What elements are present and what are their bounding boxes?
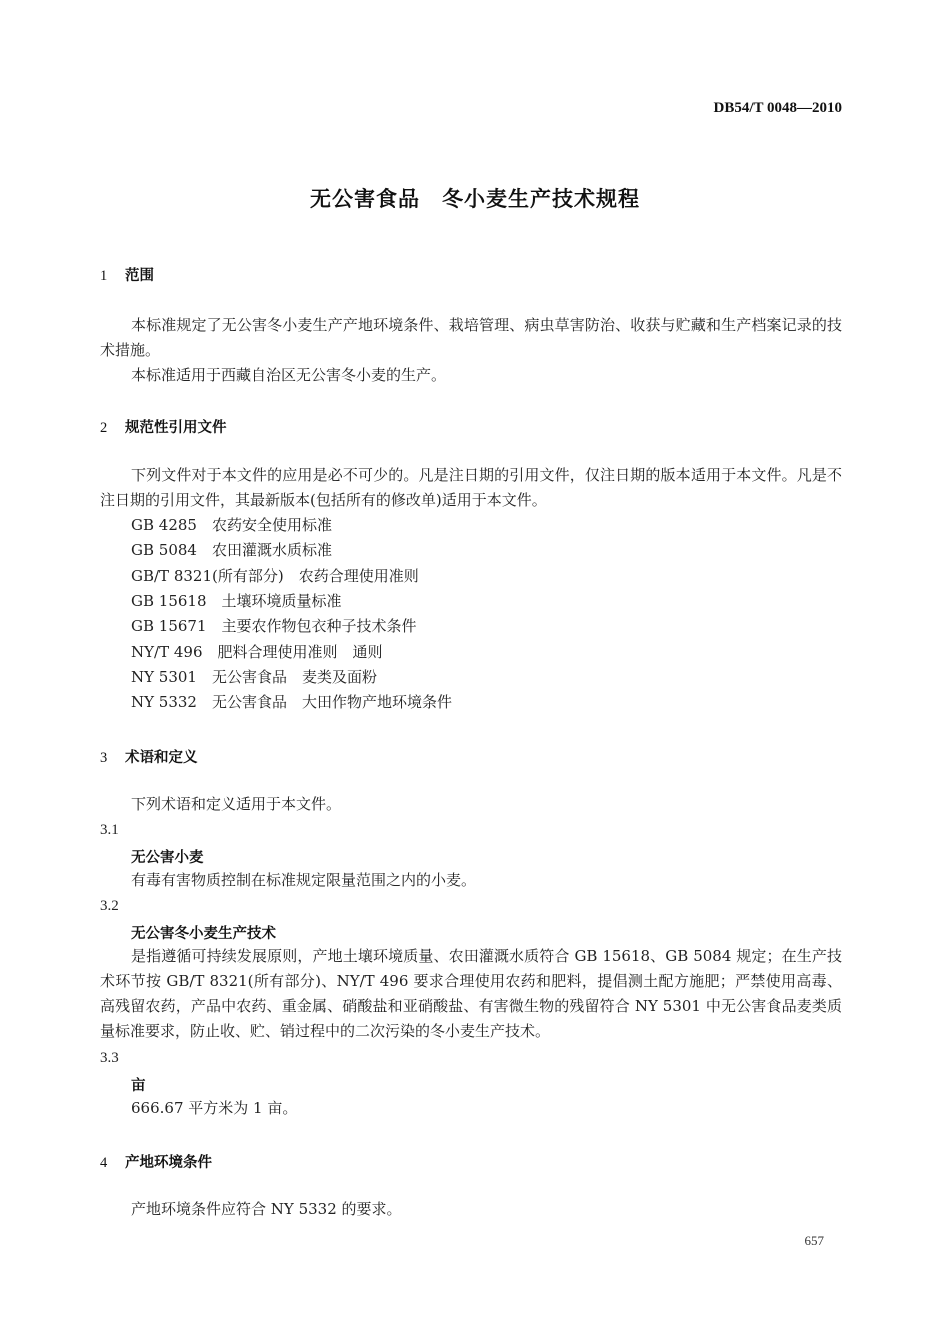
section-title: 术语和定义 (125, 750, 198, 766)
term-number: 3.2 (100, 898, 119, 914)
term-definition: 是指遵循可持续发展原则，产地土壤环境质量、农田灌溉水质符合 GB 15618、GB 5084 规定；在生产技术环节按 GB/T 8321(所有部分)、NY/T 496 要求合理使用农药和肥料，提倡测土配方施肥；严禁使用高毒、高残留农药，产品中农药、重金属、硝酸盐和亚硝酸盐、有害微生物的残留符合 NY 5301 中无公害食品麦类质量标准要求，防止收、贮、销过程中的二次污染的冬小麦生产技术。 (100, 947, 842, 1040)
section-4-heading (100, 1151, 212, 1172)
section-title: 范围 (125, 268, 154, 284)
paragraph: 下列文件对于本文件的应用是必不可少的。凡是注日期的引用文件，仅注日期的版本适用于本文件。凡是不注日期的引用文件，其最新版本(包括所有的修改单)适用于本文件。 (100, 466, 842, 509)
reference-item: NY/T 496 肥料合理使用准则 通则 (131, 643, 383, 661)
reference-item: GB/T 8321(所有部分) 农药合理使用准则 (131, 567, 419, 585)
section-number: 2 (100, 420, 108, 436)
reference-item: NY 5332 无公害食品 大田作物产地环境条件 (131, 693, 452, 711)
term-title: 无公害冬小麦生产技术 (131, 926, 276, 942)
paragraph: 本标准适用于西藏自治区无公害冬小麦的生产。 (131, 366, 447, 384)
paragraph: 下列术语和定义适用于本文件。 (131, 795, 342, 813)
section-title: 规范性引用文件 (125, 420, 227, 436)
reference-item: GB 15618 土壤环境质量标准 (131, 592, 342, 610)
section-number: 1 (100, 268, 108, 284)
paragraph: 本标准规定了无公害冬小麦生产产地环境条件、栽培管理、病虫草害防治、收获与贮藏和生产档案记录的技术措施。 (100, 316, 842, 359)
term-number: 3.1 (100, 822, 119, 838)
reference-item: NY 5301 无公害食品 麦类及面粉 (131, 668, 377, 686)
section-1-heading (100, 264, 154, 285)
section-title: 产地环境条件 (125, 1155, 212, 1171)
document-code: DB54/T 0048—2010 (713, 100, 842, 116)
section-number: 4 (100, 1155, 108, 1171)
term-definition: 666.67 平方米为 1 亩。 (131, 1099, 298, 1117)
page-number: 657 (804, 1233, 824, 1248)
term-definition: 有毒有害物质控制在标准规定限量范围之内的小麦。 (131, 871, 477, 889)
term-title: 无公害小麦 (131, 850, 204, 866)
reference-item: GB 4285 农药安全使用标准 (131, 516, 332, 534)
section-number: 3 (100, 750, 108, 766)
term-number: 3.3 (100, 1050, 119, 1066)
document-title: 无公害食品 冬小麦生产技术规程 (310, 187, 640, 211)
reference-item: GB 5084 农田灌溉水质标准 (131, 541, 332, 559)
paragraph: 产地环境条件应符合 NY 5332 的要求。 (131, 1200, 402, 1218)
term-title: 亩 (131, 1078, 146, 1094)
section-2-heading (100, 416, 227, 437)
section-3-heading (100, 746, 198, 767)
reference-item: GB 15671 主要农作物包衣种子技术条件 (131, 617, 417, 635)
